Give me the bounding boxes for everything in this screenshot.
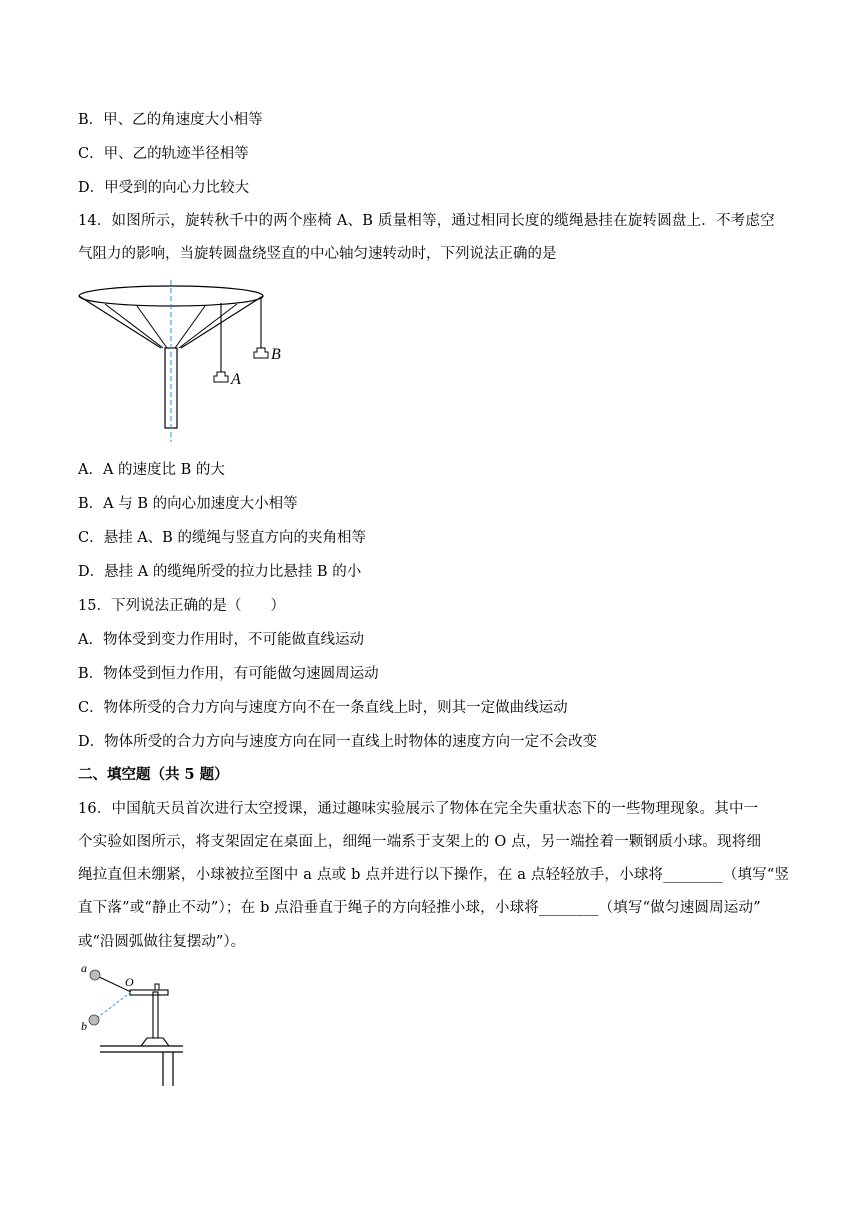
q16-line3: 绳拉直但未绷紧，小球被拉至图中 a 点或 b 点并进行以下操作，在 a 点轻轻放手，小球将________（填写“竖 — [78, 867, 790, 883]
q15-option-b: B．物体受到恒力作用，有可能做匀速圆周运动 — [78, 666, 379, 682]
stand-base — [141, 1038, 169, 1046]
label-b: B — [271, 346, 281, 363]
q14-option-d: D．悬挂 A 的缆绳所受的拉力比悬挂 B 的小 — [78, 564, 362, 580]
stand-arm — [130, 990, 168, 995]
stand-pole — [153, 992, 158, 1038]
q15-option-c: C．物体所受的合力方向与速度方向不在一条直线上时，则其一定做曲线运动 — [78, 700, 568, 716]
q13-option-d: D．甲受到的向心力比较大 — [78, 180, 250, 196]
label-a-point: a — [81, 962, 87, 975]
q15-option-d: D．物体所受的合力方向与速度方向在同一直线上时物体的速度方向一定不会改变 — [78, 734, 598, 750]
q15-stem: 15．下列说法正确的是（ ） — [78, 598, 285, 614]
q14-option-c: C．悬挂 A、B 的缆绳与竖直方向的夹角相等 — [78, 530, 366, 546]
q14-option-b: B．A 与 B 的向心加速度大小相等 — [78, 496, 298, 512]
q16-line4: 直下落”或“静止不动”）；在 b 点沿垂直于绳子的方向轻推小球，小球将________（填写“做匀速圆周运动” — [78, 900, 761, 916]
seat-a-icon — [214, 372, 228, 382]
dashed-string — [97, 992, 131, 1018]
q16-line2: 个实验如图所示，将支架固定在桌面上，细绳一端系于支架上的 O 点，另一端拴着一颗钢质小球。现将细 — [78, 834, 762, 850]
swing-ride-figure — [75, 276, 295, 446]
q16-line1: 16．中国航天员首次进行太空授课，通过趣味实验展示了物体在完全失重状态下的一些物理现象。其中一 — [78, 801, 759, 817]
q14-stem-line2: 气阻力的影响，当旋转圆盘绕竖直的中心轴匀速转动时，下列说法正确的是 — [78, 246, 557, 262]
q14-stem-line1: 14．如图所示，旋转秋千中的两个座椅 A、B 质量相等，通过相同长度的缆绳悬挂在旋转圆盘上．不考虑空 — [78, 213, 775, 229]
q14-option-a: A．A 的速度比 B 的大 — [78, 462, 225, 478]
space-experiment-figure — [75, 962, 195, 1092]
ball-a — [90, 970, 100, 980]
q13-option-c: C．甲、乙的轨迹半径相等 — [78, 146, 249, 162]
section-title: 二、填空题（共 5 题） — [78, 766, 229, 783]
q16-line5: 或“沿圆弧做往复摆动”）。 — [78, 934, 246, 950]
label-o: O — [125, 975, 134, 989]
label-b-point: b — [81, 1019, 87, 1033]
label-a: A — [231, 371, 241, 388]
q13-option-b: B．甲、乙的角速度大小相等 — [78, 112, 263, 128]
q15-option-a: A．物体受到变力作用时，不可能做直线运动 — [78, 632, 364, 648]
ball-b — [89, 1015, 99, 1025]
seat-b-icon — [254, 348, 268, 358]
